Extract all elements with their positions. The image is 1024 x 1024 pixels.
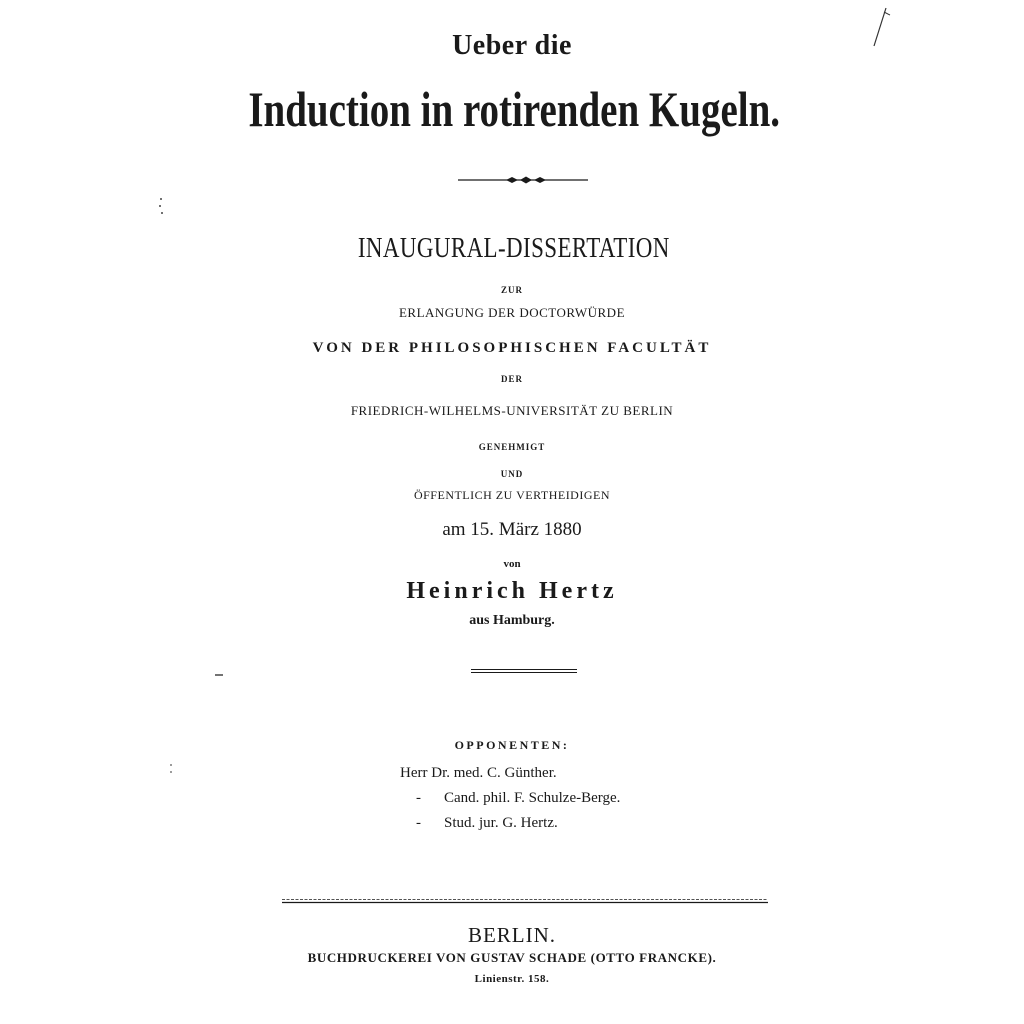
imprint-city: BERLIN. [467, 923, 557, 947]
oeffentlich-text: ÖFFENTLICH ZU VERTHEIDIGEN [413, 488, 611, 502]
scan-speck [168, 762, 174, 776]
scan-speck [214, 672, 224, 678]
defense-date: am 15. März 1880 [442, 519, 582, 540]
author-name: Heinrich Hertz [406, 578, 618, 604]
university-text: FRIEDRICH-WILHELMS-UNIVERSITÄT ZU BERLIN [350, 403, 674, 418]
opponent-item [400, 765, 557, 782]
und-text: UND [500, 469, 524, 479]
opponent-name: Stud. jur. G. Hertz. [444, 815, 558, 831]
opponent-item [416, 815, 558, 832]
opponent-name: Herr Dr. med. C. Günther. [400, 765, 557, 781]
imprint-street: Linienstr. 158. [474, 973, 550, 985]
zur-text: ZUR [500, 285, 523, 295]
double-rule [471, 668, 577, 674]
opponent-name: Cand. phil. F. Schulze-Berge. [444, 790, 621, 806]
opponent-dash: - [416, 815, 421, 831]
opponents-heading: OPPONENTEN: [454, 738, 570, 752]
dissertation-heading: INAUGURAL-DISSERTATION [357, 233, 670, 264]
pre-title: Ueber die [452, 30, 572, 61]
title-ornament [458, 170, 588, 190]
imprint-rule [282, 898, 768, 904]
erlangung-text: ERLANGUNG DER DOCTORWÜRDE [398, 305, 626, 320]
opponent-item [416, 790, 620, 807]
scan-speck [157, 196, 165, 218]
pencil-mark [866, 6, 892, 50]
imprint-printer: BUCHDRUCKEREI VON GUSTAV SCHADE (OTTO FRANCKE). [307, 950, 717, 965]
main-title: Induction in rotirenden Kugeln. [248, 81, 781, 137]
genehmigt-text: GENEHMIGT [478, 442, 546, 452]
der-text: DER [500, 374, 523, 384]
opponent-dash: - [416, 790, 421, 806]
faculty-text: VON DER PHILOSOPHISCHEN FACULTÄT [312, 340, 712, 356]
author-origin: aus Hamburg. [469, 613, 555, 628]
von-text: von [503, 558, 521, 570]
